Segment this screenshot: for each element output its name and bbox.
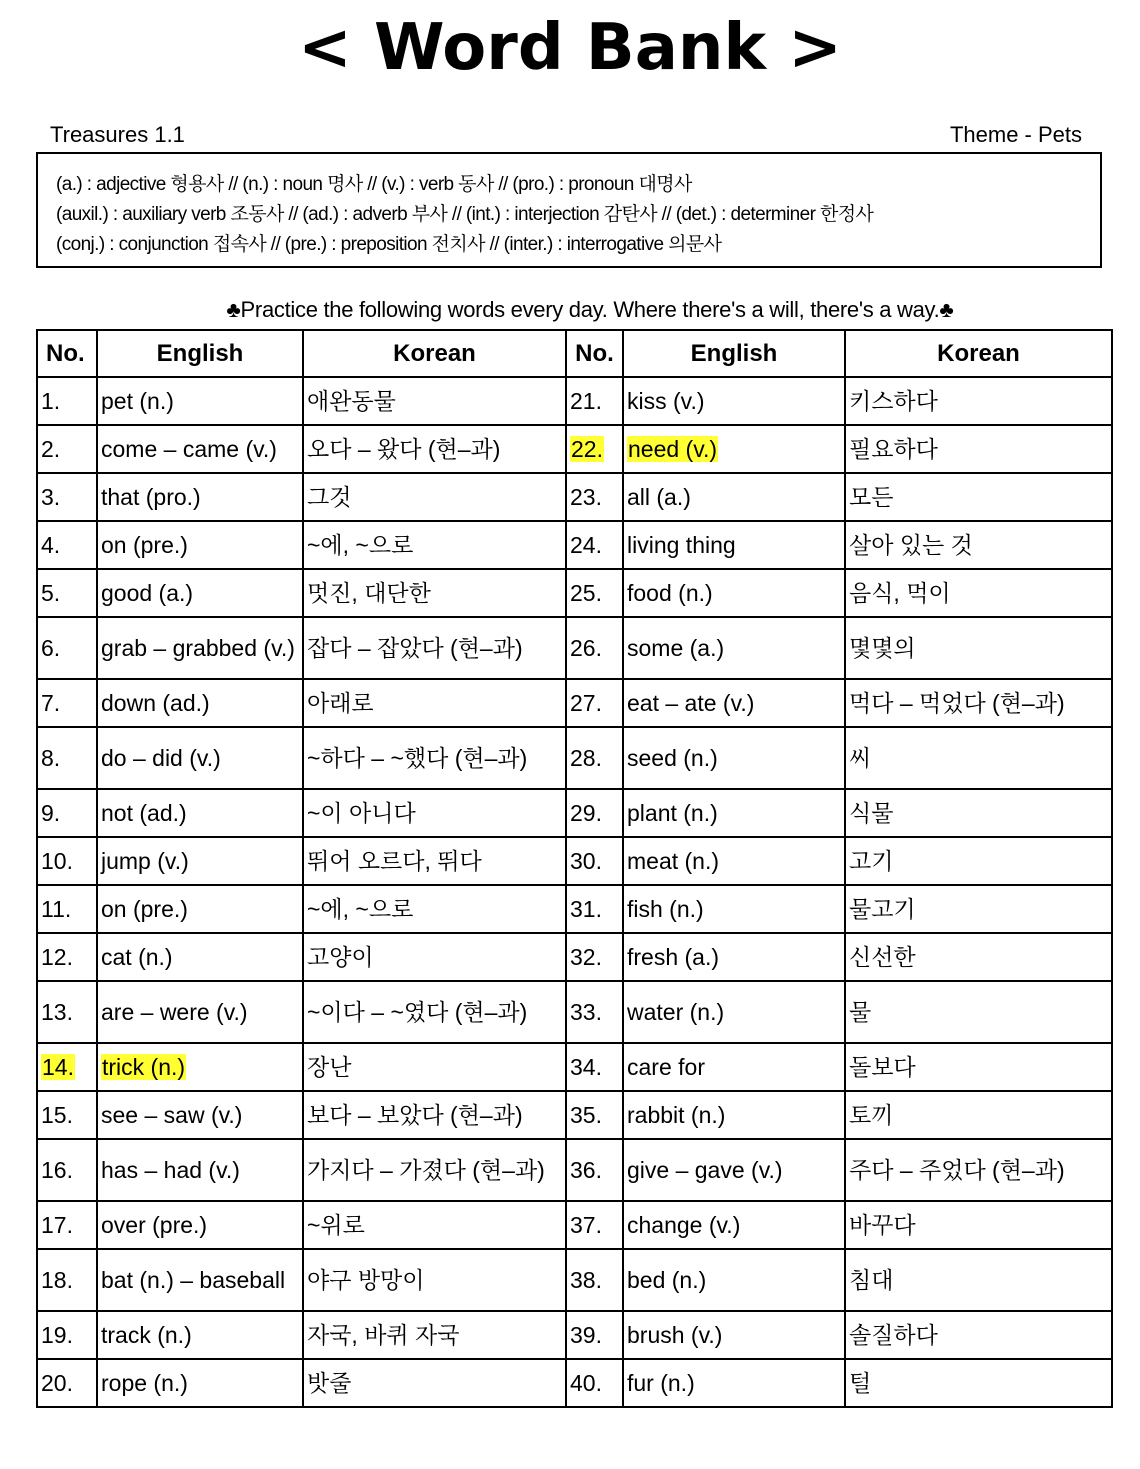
korean-meaning-cell: 신선한: [845, 933, 1112, 981]
table-row: [37, 617, 1112, 679]
table-row: [37, 885, 1112, 933]
book-label: Treasures 1.1: [50, 122, 185, 147]
english-word-cell: give – gave (v.): [623, 1139, 845, 1201]
english-word-cell: seed (n.): [623, 727, 845, 789]
korean-meaning-cell: ~에, ~으로: [303, 885, 566, 933]
table-row: [37, 933, 1112, 981]
korean-meaning-cell: 뛰어 오르다, 뛰다: [303, 837, 566, 885]
word-number-cell: 35.: [566, 1091, 623, 1139]
english-word-cell: care for: [623, 1043, 845, 1091]
word-number-cell: 3.: [37, 473, 97, 521]
word-number-cell: 18.: [37, 1249, 97, 1311]
korean-meaning-cell: 밧줄: [303, 1359, 566, 1407]
korean-meaning-cell: 오다 – 왔다 (현–과): [303, 425, 566, 473]
table-row: [37, 1043, 1112, 1091]
word-number-cell: 4.: [37, 521, 97, 569]
word-number-cell: 29.: [566, 789, 623, 837]
korean-meaning-cell: 돌보다: [845, 1043, 1112, 1091]
word-number-cell: 24.: [566, 521, 623, 569]
word-number-cell: 25.: [566, 569, 623, 617]
word-bank-table: [36, 329, 1113, 1408]
table-row: [37, 569, 1112, 617]
column-header-english: English: [97, 330, 303, 377]
korean-meaning-cell: 잡다 – 잡았다 (현–과): [303, 617, 566, 679]
korean-meaning-cell: 야구 방망이: [303, 1249, 566, 1311]
korean-meaning-cell: 물: [845, 981, 1112, 1043]
highlighted-word-number: 22.: [571, 435, 603, 462]
korean-meaning-cell: ~하다 – ~했다 (현–과): [303, 727, 566, 789]
english-word-cell: jump (v.): [97, 837, 303, 885]
word-number-cell: 38.: [566, 1249, 623, 1311]
word-number-cell: 5.: [37, 569, 97, 617]
legend-line: (a.) : adjective 형용사 // (n.) : noun 명사 // (v.) : verb 동사 // (pro.) : pronoun 대명사: [56, 174, 692, 195]
english-word-cell: [97, 1043, 303, 1091]
word-number-cell: 37.: [566, 1201, 623, 1249]
table-row: [37, 1249, 1112, 1311]
word-number-cell: 32.: [566, 933, 623, 981]
word-number-cell: 23.: [566, 473, 623, 521]
korean-meaning-cell: 자국, 바퀴 자국: [303, 1311, 566, 1359]
word-number-cell: 26.: [566, 617, 623, 679]
english-word-cell: over (pre.): [97, 1201, 303, 1249]
page-title: < Word Bank >: [298, 11, 842, 85]
english-word-cell: fish (n.): [623, 885, 845, 933]
korean-meaning-cell: 필요하다: [845, 425, 1112, 473]
table-row: [37, 789, 1112, 837]
korean-meaning-cell: ~이 아니다: [303, 789, 566, 837]
english-word-cell: [623, 425, 845, 473]
english-word-cell: are – were (v.): [97, 981, 303, 1043]
highlighted-english-word: need (v.): [628, 435, 718, 462]
english-word-cell: do – did (v.): [97, 727, 303, 789]
word-number-cell: 36.: [566, 1139, 623, 1201]
english-word-cell: fresh (a.): [623, 933, 845, 981]
word-number-cell: 31.: [566, 885, 623, 933]
word-number-cell: 8.: [37, 727, 97, 789]
word-number-cell: 19.: [37, 1311, 97, 1359]
table-row: [37, 727, 1112, 789]
korean-meaning-cell: 모든: [845, 473, 1112, 521]
english-word-cell: pet (n.): [97, 377, 303, 425]
korean-meaning-cell: 식물: [845, 789, 1112, 837]
korean-meaning-cell: 멋진, 대단한: [303, 569, 566, 617]
table-row: [37, 1201, 1112, 1249]
word-number-cell: 21.: [566, 377, 623, 425]
korean-meaning-cell: 토끼: [845, 1091, 1112, 1139]
english-word-cell: some (a.): [623, 617, 845, 679]
english-word-cell: eat – ate (v.): [623, 679, 845, 727]
english-word-cell: brush (v.): [623, 1311, 845, 1359]
word-number-cell: 17.: [37, 1201, 97, 1249]
english-word-cell: cat (n.): [97, 933, 303, 981]
table-row: [37, 1091, 1112, 1139]
english-word-cell: meat (n.): [623, 837, 845, 885]
english-word-cell: on (pre.): [97, 521, 303, 569]
word-number-cell: 13.: [37, 981, 97, 1043]
word-number-cell: 6.: [37, 617, 97, 679]
korean-meaning-cell: 바꾸다: [845, 1201, 1112, 1249]
english-word-cell: track (n.): [97, 1311, 303, 1359]
word-number-cell: 39.: [566, 1311, 623, 1359]
korean-meaning-cell: ~위로: [303, 1201, 566, 1249]
theme-label: Theme - Pets: [949, 122, 1082, 147]
korean-meaning-cell: ~에, ~으로: [303, 521, 566, 569]
korean-meaning-cell: ~이다 – ~였다 (현–과): [303, 981, 566, 1043]
korean-meaning-cell: 장난: [303, 1043, 566, 1091]
word-number-cell: 40.: [566, 1359, 623, 1407]
word-number-cell: 10.: [37, 837, 97, 885]
english-word-cell: see – saw (v.): [97, 1091, 303, 1139]
korean-meaning-cell: 음식, 먹이: [845, 569, 1112, 617]
word-number-cell: 7.: [37, 679, 97, 727]
table-row: [37, 377, 1112, 425]
table-row: [37, 679, 1112, 727]
english-word-cell: good (a.): [97, 569, 303, 617]
table-row: [37, 473, 1112, 521]
english-word-cell: change (v.): [623, 1201, 845, 1249]
english-word-cell: food (n.): [623, 569, 845, 617]
word-number-cell: 30.: [566, 837, 623, 885]
column-header-no: No.: [37, 330, 97, 377]
column-header-no: No.: [566, 330, 623, 377]
word-number-cell: 16.: [37, 1139, 97, 1201]
column-header-korean: Korean: [845, 330, 1112, 377]
word-number-cell: 15.: [37, 1091, 97, 1139]
practice-note: ♣Practice the following words every day. Where there's a will, there's a way.♣: [226, 297, 954, 322]
table-row: [37, 1311, 1112, 1359]
korean-meaning-cell: 주다 – 주었다 (현–과): [845, 1139, 1112, 1201]
korean-meaning-cell: 키스하다: [845, 377, 1112, 425]
english-word-cell: living thing: [623, 521, 845, 569]
english-word-cell: has – had (v.): [97, 1139, 303, 1201]
word-number-cell: 28.: [566, 727, 623, 789]
table-row: [37, 425, 1112, 473]
table-row: [37, 837, 1112, 885]
table-row: [37, 981, 1112, 1043]
english-word-cell: kiss (v.): [623, 377, 845, 425]
english-word-cell: not (ad.): [97, 789, 303, 837]
english-word-cell: rabbit (n.): [623, 1091, 845, 1139]
word-rows: [37, 377, 1112, 1407]
word-number-cell: 9.: [37, 789, 97, 837]
english-word-cell: fur (n.): [623, 1359, 845, 1407]
korean-meaning-cell: 침대: [845, 1249, 1112, 1311]
word-number-cell: 20.: [37, 1359, 97, 1407]
table-header-row: [37, 330, 1112, 377]
column-header-korean: Korean: [303, 330, 566, 377]
word-number-cell: 27.: [566, 679, 623, 727]
highlighted-word-number: 14.: [42, 1053, 74, 1080]
korean-meaning-cell: 물고기: [845, 885, 1112, 933]
korean-meaning-cell: 고기: [845, 837, 1112, 885]
korean-meaning-cell: 애완동물: [303, 377, 566, 425]
korean-meaning-cell: 고양이: [303, 933, 566, 981]
english-word-cell: grab – grabbed (v.): [97, 617, 303, 679]
english-word-cell: all (a.): [623, 473, 845, 521]
korean-meaning-cell: 가지다 – 가졌다 (현–과): [303, 1139, 566, 1201]
parts-of-speech-legend: [36, 152, 1102, 268]
word-number-cell: 11.: [37, 885, 97, 933]
english-word-cell: on (pre.): [97, 885, 303, 933]
english-word-cell: rope (n.): [97, 1359, 303, 1407]
korean-meaning-cell: 먹다 – 먹었다 (현–과): [845, 679, 1112, 727]
column-header-english: English: [623, 330, 845, 377]
word-number-cell: 34.: [566, 1043, 623, 1091]
word-number-cell: [37, 1043, 97, 1091]
table-row: [37, 1139, 1112, 1201]
korean-meaning-cell: 아래로: [303, 679, 566, 727]
korean-meaning-cell: 솔질하다: [845, 1311, 1112, 1359]
highlighted-english-word: trick (n.): [102, 1053, 186, 1080]
english-word-cell: plant (n.): [623, 789, 845, 837]
korean-meaning-cell: 씨: [845, 727, 1112, 789]
korean-meaning-cell: 몇몇의: [845, 617, 1112, 679]
english-word-cell: down (ad.): [97, 679, 303, 727]
word-number-cell: 2.: [37, 425, 97, 473]
korean-meaning-cell: 살아 있는 것: [845, 521, 1112, 569]
english-word-cell: water (n.): [623, 981, 845, 1043]
legend-line: (conj.) : conjunction 접속사 // (pre.) : preposition 전치사 // (inter.) : interrogative 의문사: [56, 234, 722, 255]
word-number-cell: 33.: [566, 981, 623, 1043]
korean-meaning-cell: 털: [845, 1359, 1112, 1407]
korean-meaning-cell: 그것: [303, 473, 566, 521]
word-number-cell: 12.: [37, 933, 97, 981]
korean-meaning-cell: 보다 – 보았다 (현–과): [303, 1091, 566, 1139]
english-word-cell: that (pro.): [97, 473, 303, 521]
word-number-cell: 1.: [37, 377, 97, 425]
legend-line: (auxil.) : auxiliary verb 조동사 // (ad.) : adverb 부사 // (int.) : interjection 감탄사 // (det.) : determiner 한정사: [56, 204, 874, 225]
english-word-cell: bat (n.) – baseball: [97, 1249, 303, 1311]
english-word-cell: come – came (v.): [97, 425, 303, 473]
table-row: [37, 521, 1112, 569]
english-word-cell: bed (n.): [623, 1249, 845, 1311]
table-row: [37, 1359, 1112, 1407]
word-number-cell: [566, 425, 623, 473]
